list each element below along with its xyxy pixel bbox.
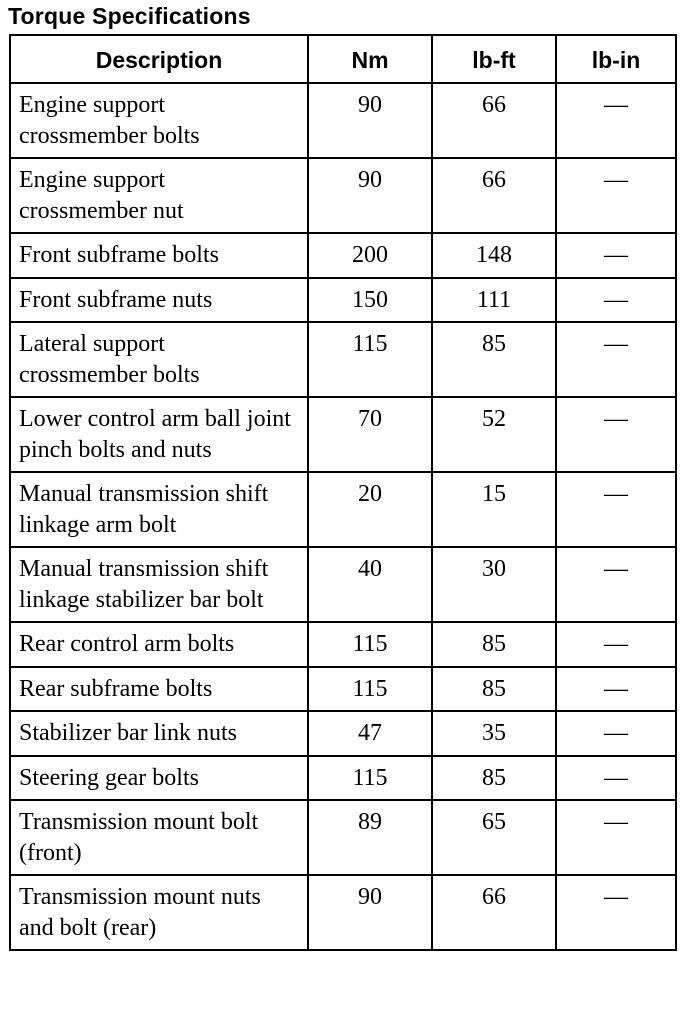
- cell-nm: 115: [308, 667, 432, 712]
- cell-lbin: —: [556, 158, 676, 233]
- cell-nm: 40: [308, 547, 432, 622]
- table-row: [10, 278, 676, 323]
- cell-lbft: 66: [432, 83, 556, 158]
- table-row: [10, 397, 676, 472]
- cell-description: Stabilizer bar link nuts: [10, 711, 308, 756]
- cell-nm: 90: [308, 875, 432, 950]
- table-row: [10, 875, 676, 950]
- cell-lbin: —: [556, 278, 676, 323]
- table-row: [10, 711, 676, 756]
- table-row: [10, 756, 676, 801]
- cell-nm: 150: [308, 278, 432, 323]
- cell-lbft: 65: [432, 800, 556, 875]
- table-row: [10, 83, 676, 158]
- cell-lbft: 15: [432, 472, 556, 547]
- table-row: [10, 622, 676, 667]
- cell-lbft: 148: [432, 233, 556, 278]
- cell-nm: 70: [308, 397, 432, 472]
- cell-lbft: 85: [432, 622, 556, 667]
- cell-nm: 115: [308, 622, 432, 667]
- column-header-description: Description: [10, 35, 308, 83]
- cell-lbin: —: [556, 711, 676, 756]
- cell-nm: 90: [308, 83, 432, 158]
- cell-description: Rear subframe bolts: [10, 667, 308, 712]
- cell-lbft: 85: [432, 756, 556, 801]
- column-header-lbft: lb-ft: [432, 35, 556, 83]
- cell-description: Front subframe nuts: [10, 278, 308, 323]
- cell-description: Manual transmission shift linkage arm bolt: [10, 472, 308, 547]
- cell-nm: 115: [308, 756, 432, 801]
- cell-lbin: —: [556, 233, 676, 278]
- cell-description: Lateral support crossmember bolts: [10, 322, 308, 397]
- cell-lbft: 85: [432, 322, 556, 397]
- cell-description: Transmission mount nuts and bolt (rear): [10, 875, 308, 950]
- column-header-lbin: lb-in: [556, 35, 676, 83]
- column-header-nm: Nm: [308, 35, 432, 83]
- cell-lbin: —: [556, 875, 676, 950]
- cell-lbft: 66: [432, 875, 556, 950]
- cell-lbft: 35: [432, 711, 556, 756]
- cell-nm: 90: [308, 158, 432, 233]
- table-row: [10, 667, 676, 712]
- cell-nm: 200: [308, 233, 432, 278]
- cell-lbft: 85: [432, 667, 556, 712]
- torque-spec-table: [9, 34, 677, 951]
- cell-nm: 89: [308, 800, 432, 875]
- cell-nm: 115: [308, 322, 432, 397]
- table-row: [10, 800, 676, 875]
- cell-description: Engine support crossmember nut: [10, 158, 308, 233]
- cell-lbft: 111: [432, 278, 556, 323]
- cell-nm: 47: [308, 711, 432, 756]
- cell-nm: 20: [308, 472, 432, 547]
- cell-lbin: —: [556, 622, 676, 667]
- cell-description: Lower control arm ball joint pinch bolts and nuts: [10, 397, 308, 472]
- table-row: [10, 472, 676, 547]
- table-row: [10, 158, 676, 233]
- cell-description: Transmission mount bolt (front): [10, 800, 308, 875]
- cell-lbin: —: [556, 756, 676, 801]
- cell-lbin: —: [556, 397, 676, 472]
- cell-description: Engine support crossmember bolts: [10, 83, 308, 158]
- table-row: [10, 322, 676, 397]
- cell-lbin: —: [556, 547, 676, 622]
- page-title: Torque Specifications: [8, 3, 251, 29]
- table-row: [10, 547, 676, 622]
- cell-lbin: —: [556, 83, 676, 158]
- cell-lbin: —: [556, 667, 676, 712]
- cell-lbft: 66: [432, 158, 556, 233]
- cell-lbin: —: [556, 472, 676, 547]
- cell-lbft: 30: [432, 547, 556, 622]
- cell-lbin: —: [556, 322, 676, 397]
- table-header-row: [10, 35, 676, 83]
- cell-description: Rear control arm bolts: [10, 622, 308, 667]
- cell-lbft: 52: [432, 397, 556, 472]
- cell-description: Front subframe bolts: [10, 233, 308, 278]
- cell-description: Manual transmission shift linkage stabilizer bar bolt: [10, 547, 308, 622]
- cell-lbin: —: [556, 800, 676, 875]
- table-row: [10, 233, 676, 278]
- cell-description: Steering gear bolts: [10, 756, 308, 801]
